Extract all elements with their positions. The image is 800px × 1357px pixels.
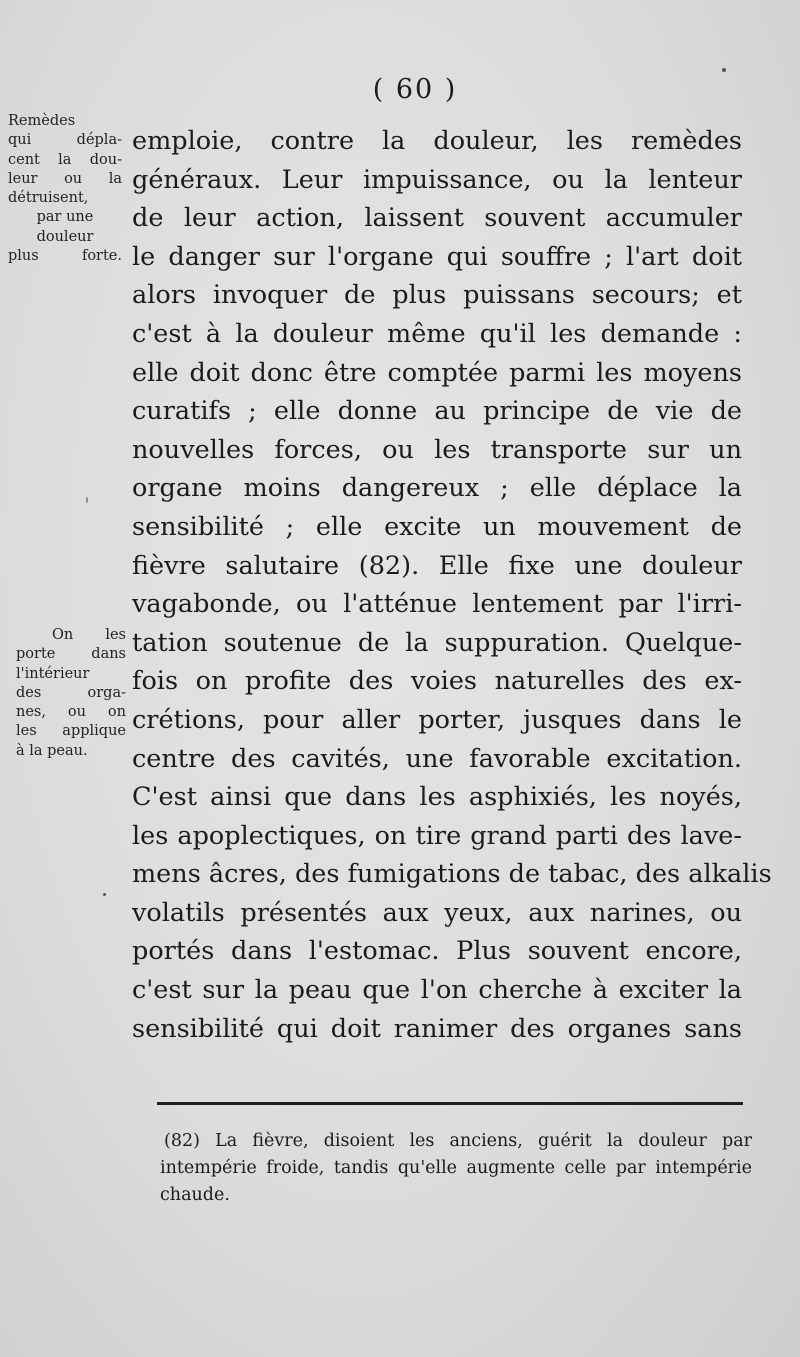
margin-note-line: leur ou la bbox=[8, 170, 122, 187]
text-line: organe moins dangereux ; elle déplace la bbox=[132, 473, 742, 504]
text-line: c'est sur la peau que l'on cherche à exciter la bbox=[132, 975, 742, 1006]
text-line: curatifs ; elle donne au principe de vie de bbox=[132, 396, 742, 427]
margin-note-line: porte dans bbox=[16, 646, 126, 663]
margin-note-remedies bbox=[8, 112, 122, 266]
margin-note-line: Remèdes bbox=[8, 113, 76, 129]
text-line: sensibilité qui doit ranimer des organes sans bbox=[132, 1013, 742, 1044]
text-line: volatils présentés aux yeux, aux narines, ou bbox=[132, 897, 742, 928]
footnote-line: (82) La fièvre, disoient les anciens, guérit la douleur par bbox=[164, 1131, 752, 1151]
text-line: mens âcres, des fumigations de tabac, des alkalis bbox=[132, 859, 772, 890]
text-line: alors invoquer de plus puissans secours; et bbox=[132, 280, 742, 311]
paper-speck bbox=[86, 497, 88, 503]
footnote-line: chaude. bbox=[160, 1185, 230, 1205]
margin-note-line: détruisent, bbox=[8, 190, 89, 207]
main-text bbox=[132, 122, 772, 1048]
text-line: emploie, contre la douleur, les remèdes bbox=[132, 126, 742, 156]
margin-note-line: cent la dou- bbox=[8, 151, 122, 168]
margin-note-line: par une bbox=[36, 209, 94, 226]
margin-note-line: nes, ou on bbox=[16, 704, 126, 721]
margin-note-application bbox=[16, 626, 126, 761]
text-line: portés dans l'estomac. Plus souvent encore, bbox=[132, 936, 742, 967]
text-line: crétions, pour aller porter, jusques dans le bbox=[132, 704, 742, 735]
text-line: fois on profite des voies naturelles des ex- bbox=[132, 666, 742, 697]
paper-speck bbox=[722, 68, 726, 72]
margin-note-line: douleur bbox=[36, 228, 94, 245]
margin-note-line: à la peau. bbox=[16, 742, 88, 759]
text-line: nouvelles forces, ou les transporte sur un bbox=[132, 434, 742, 465]
margin-note-line: les applique bbox=[16, 723, 126, 740]
text-line: fièvre salutaire (82). Elle fixe une douleur bbox=[132, 550, 742, 581]
margin-note-line: On les bbox=[52, 627, 126, 643]
margin-note-line: des orga- bbox=[16, 684, 126, 701]
text-line: tation soutenue de la suppuration. Quelque- bbox=[132, 627, 742, 658]
text-line: les apoplectiques, on tire grand parti des lave- bbox=[132, 820, 742, 851]
footnote bbox=[160, 1128, 752, 1209]
text-line: c'est à la douleur même qu'il les demande : bbox=[132, 318, 742, 349]
text-line: le danger sur l'organe qui souffre ; l'art doit bbox=[132, 241, 742, 272]
footnote-rule bbox=[157, 1102, 743, 1105]
page-number: ( 60 ) bbox=[372, 74, 458, 105]
text-line: vagabonde, ou l'atténue lentement par l'irri- bbox=[132, 589, 742, 620]
paper-speck bbox=[103, 893, 106, 896]
text-line: C'est ainsi que dans les asphixiés, les noyés, bbox=[132, 782, 742, 813]
text-line: généraux. Leur impuissance, ou la lenteur bbox=[132, 164, 742, 195]
margin-note-line: qui dépla- bbox=[8, 132, 122, 149]
text-line: centre des cavités, une favorable excitation. bbox=[132, 743, 742, 774]
footnote-line: intempérie froide, tandis qu'elle augmente celle par intempérie bbox=[160, 1158, 752, 1178]
text-line: elle doit donc être comptée parmi les moyens bbox=[132, 357, 742, 388]
margin-note-line: l'intérieur bbox=[16, 665, 90, 682]
text-line: sensibilité ; elle excite un mouvement de bbox=[132, 511, 742, 542]
text-line: de leur action, laissent souvent accumuler bbox=[132, 203, 742, 234]
margin-note-line: plus forte. bbox=[8, 248, 122, 265]
